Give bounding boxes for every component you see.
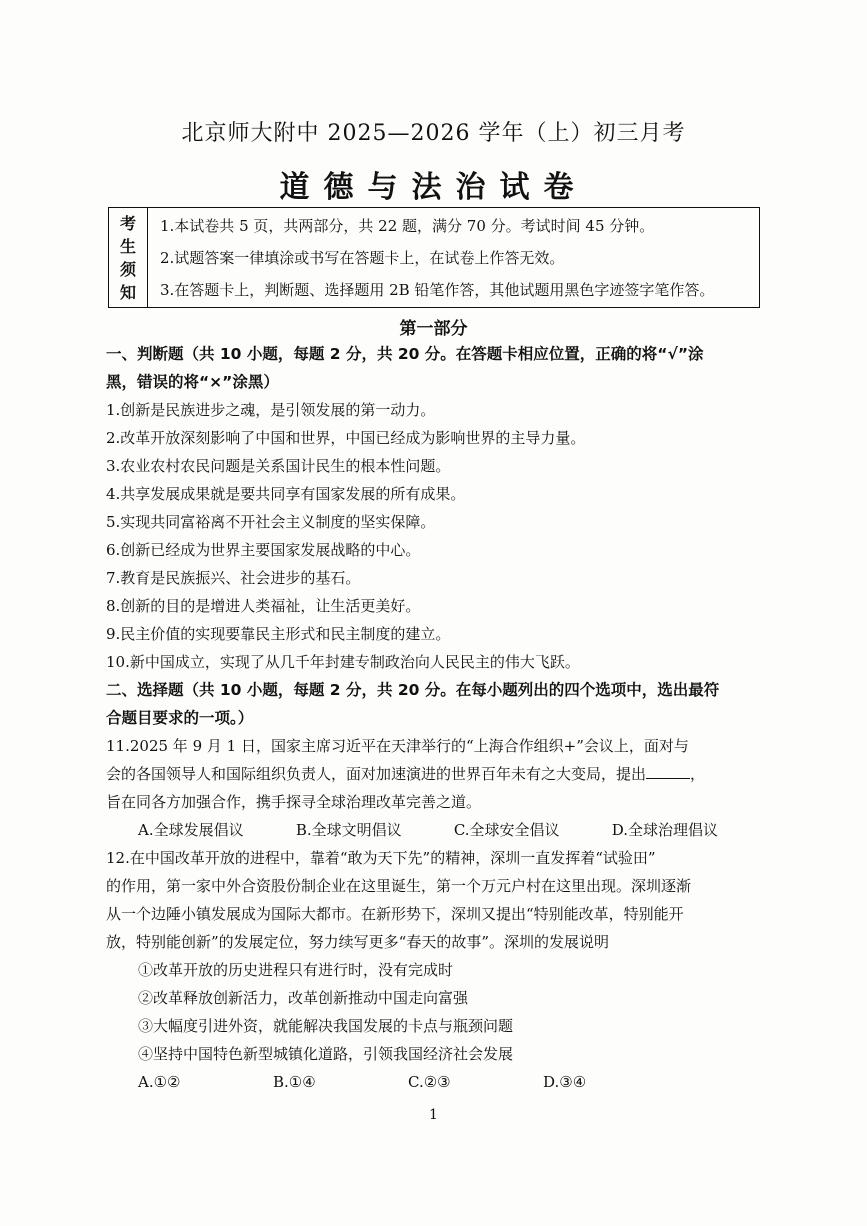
instructions-box: [108, 207, 760, 308]
question-12-statement: ③大幅度引进外资，就能解决我国发展的卡点与瓶颈问题: [138, 1017, 514, 1035]
question-11-stem-line2: [106, 760, 766, 788]
option-b: B.①④: [273, 1073, 316, 1091]
instructions-label-char: 考: [119, 213, 136, 233]
option-a: A.①②: [138, 1073, 181, 1091]
option-b: B.全球文明倡议: [295, 821, 402, 839]
page-number: 1: [429, 1107, 438, 1123]
option-c: C.全球安全倡议: [453, 821, 560, 839]
question-11-text: ，: [690, 765, 706, 783]
option-c: C.②③: [408, 1073, 451, 1091]
instructions-list: [148, 208, 759, 307]
option-a: A.全球发展倡议: [138, 821, 244, 839]
instruction-item: 2.试题答案一律填涂或书写在答题卡上，在试卷上作答无效。: [160, 248, 565, 267]
section-one-heading: 一、判断题（共 10 小题，每题 2 分，共 20 分。在答题卡相应位置，正确的将“√”涂: [106, 345, 704, 363]
question-12-statement: ④坚持中国特色新型城镇化道路，引领我国经济社会发展: [138, 1045, 514, 1063]
instructions-label-char: 生: [119, 236, 136, 256]
question-12-stem: 放，特别能创新”的发展定位，努力续写更多“春天的故事”。深圳的发展说明: [106, 933, 610, 951]
instruction-item: 1.本试卷共 5 页，共两部分，共 22 题，满分 70 分。考试时间 45 分钟。: [160, 217, 655, 236]
true-false-question: 10.新中国成立，实现了从几千年封建专制政治向人民民主的伟大飞跃。: [106, 653, 580, 671]
true-false-question: 5.实现共同富裕离不开社会主义制度的坚实保障。: [106, 513, 436, 531]
part-one-title: 第一部分: [399, 319, 468, 339]
answer-blank: [646, 764, 690, 779]
questions-body: [106, 340, 766, 1096]
instructions-label-char: 知: [119, 282, 136, 302]
option-d: D.全球治理倡议: [611, 821, 718, 839]
true-false-question: 4.共享发展成果就是要共同享有国家发展的所有成果。: [106, 485, 466, 503]
question-12-statement: ①改革开放的历史进程只有进行时，没有完成时: [138, 961, 454, 979]
question-11-text: 会的各国领导人和国际组织负责人，面对加速演进的世界百年未有之大变局，提出: [106, 765, 647, 783]
true-false-question: 6.创新已经成为世界主要国家发展战略的中心。: [106, 541, 421, 559]
option-d: D.③④: [543, 1073, 587, 1091]
exam-header-title: 北京师大附中 2025—2026 学年（上）初三月考: [181, 121, 686, 146]
true-false-question: 7.教育是民族振兴、社会进步的基石。: [106, 569, 361, 587]
section-two-heading-cont: 合题目要求的一项。）: [106, 709, 254, 727]
true-false-question: 1.创新是民族进步之魂，是引领发展的第一动力。: [106, 401, 436, 419]
question-12-stem: 从一个边陲小镇发展成为国际大都市。在新形势下，深圳又提出“特别能改革，特别能开: [106, 905, 684, 923]
true-false-question: 2.改革开放深刻影响了中国和世界，中国已经成为影响世界的主导力量。: [106, 429, 586, 447]
question-12-stem: 12.在中国改革开放的进程中，靠着“敢为天下先”的精神，深圳一直发挥着“试验田”: [106, 849, 656, 867]
question-11-options: [106, 816, 718, 844]
section-one-heading-cont: 黑，错误的将“×”涂黑）: [106, 373, 279, 391]
instructions-label-char: 须: [119, 259, 136, 279]
subject-title: 道德与法治试卷: [279, 170, 588, 205]
question-12-options: [106, 1068, 678, 1096]
question-11-stem-line3: 旨在同各方加强合作，携手探寻全球治理改革完善之道。: [106, 793, 482, 811]
section-two-heading: 二、选择题（共 10 小题，每题 2 分，共 20 分。在每小题列出的四个选项中，选出最符: [106, 681, 720, 699]
true-false-question: 9.民主价值的实现要靠民主形式和民主制度的建立。: [106, 625, 451, 643]
question-12-statement: ②改革释放创新活力，改革创新推动中国走向富强: [138, 989, 469, 1007]
question-11-stem: 11.2025 年 9 月 1 日，国家主席习近平在天津举行的“上海合作组织+”会议上，面对与: [106, 737, 689, 755]
instructions-label: [109, 208, 148, 307]
true-false-question: 3.农业农村农民问题是关系国计民生的根本性问题。: [106, 457, 451, 475]
true-false-question: 8.创新的目的是增进人类福祉，让生活更美好。: [106, 597, 421, 615]
instruction-item: 3.在答题卡上，判断题、选择题用 2B 铅笔作答，其他试题用黑色字迹签字笔作答。: [160, 280, 715, 299]
question-12-stem: 的作用，第一家中外合资股份制企业在这里诞生，第一个万元户村在这里出现。深圳逐渐: [106, 877, 692, 895]
